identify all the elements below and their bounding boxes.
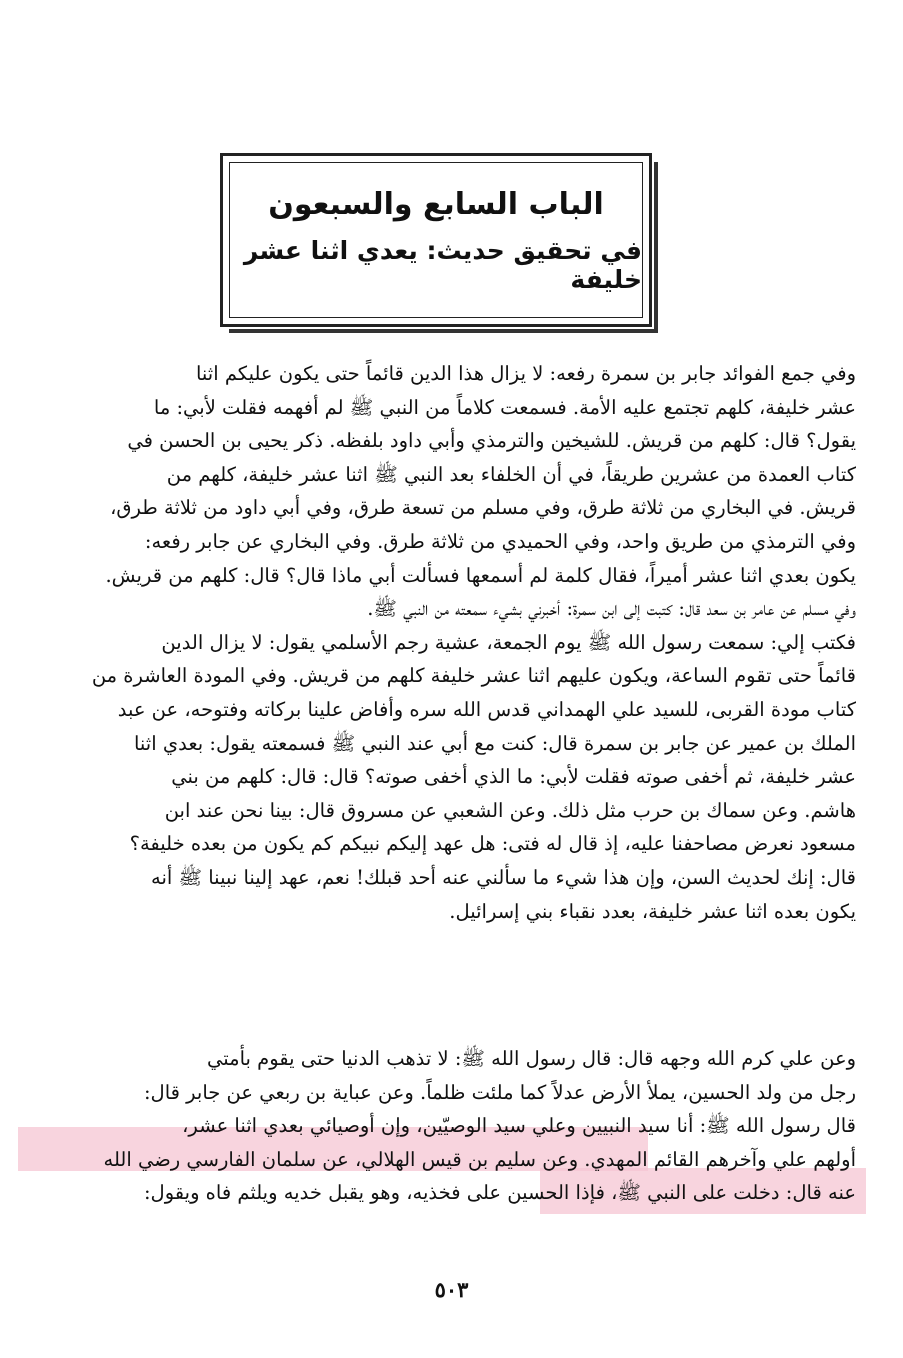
text-line: يكون بعده اثنا عشر خليفة، بعدد نقباء بني إسرائيل. [449, 899, 856, 923]
text-line: وفي مسلم عن عامر بن سعد قال: كتبت إلى ابن سمرة: أخبرني بشيء سمعته من النبي ﷺ. [367, 597, 856, 621]
text-line: عشر خليفة، ثم أخفى صوته فقلت لأبي: ما الذي أخفى صوته؟ قال: قال: كلهم من بني [171, 765, 856, 789]
text-line: كتاب مودة القربى، للسيد علي الهمداني قدس الله سره وأفاض علينا بركاته وفتوحه، عن عبد [117, 697, 856, 721]
chapter-subtitle: في تحقيق حديث: يعدي اثنا عشر خليفة [243, 235, 642, 294]
text-line: قائماً حتى تقوم الساعة، ويكون عليهم اثنا عشر خليفة كلهم من قريش. وفي المودة العاشرة من [91, 664, 856, 688]
chapter-title: الباب السابع والسبعون [268, 186, 604, 222]
text-line: وفي الترمذي من طريق واحد، وفي الحميدي من ثلاثة طرق. وفي البخاري عن جابر رفعه: [144, 529, 856, 553]
text-line: يكون بعدي اثنا عشر أميراً، فقال كلمة لم أسمعها فسألت أبي ماذا قال؟ قال: كلهم من قريش. [105, 563, 856, 587]
text-line: وعن علي كرم الله وجهه قال: قال رسول الله ﷺ: لا تذهب الدنيا حتى يقوم بأمتي [207, 1047, 856, 1070]
text-line: قال: إنك لحديث السن، وإن هذا شيء ما سألني عنه أحد قبلك! نعم، عهد إلينا نبينا ﷺ أنه [150, 865, 856, 889]
chapter-title-frame [229, 162, 643, 318]
text-line: الملك بن عمير عن جابر بن سمرة قال: كنت مع أبي عند النبي ﷺ فسمعته يقول: بعدي اثنا [133, 731, 856, 755]
text-line: عشر خليفة، كلهم تجتمع عليه الأمة. فسمعت كلاماً من النبي ﷺ لم أفهمه فقلت لأبي: ما [153, 395, 856, 419]
text-line: هاشم. وعن سماك بن حرب مثل ذلك. وعن الشعبي عن مسروق قال: بينا نحن عند ابن [164, 798, 856, 822]
text-line: يقول؟ قال: كلهم من قريش. للشيخين والترمذي وأبي داود بلفظه. ذكر يحيى بن الحسن في [127, 429, 856, 453]
paragraph-2 [18, 1042, 856, 1210]
text-line: مسعود نعرض مصاحفنا عليه، إذ قال له فتى: هل عهد إليكم نبيكم كم يكون من بعده خليفة؟ [129, 832, 856, 856]
text-line: عنه قال: دخلت على النبي ﷺ، فإذا الحسين على فخذيه، وهو يقبل خديه ويلثم فاه ويقول: [143, 1181, 856, 1205]
highlighted-text-line: أولهم علي وآخرهم القائم المهدي. وعن سليم بن قيس الهلالي، عن سلمان الفارسي رضي الله [103, 1147, 856, 1171]
text-line: كتاب العمدة من عشرين طريقاً، في أن الخلفاء بعد النبي ﷺ اثنا عشر خليفة، كلهم من [166, 462, 856, 486]
text-line: وفي جمع الفوائد جابر بن سمرة رفعه: لا يزال هذا الدين قائماً حتى يكون عليكم اثنا [195, 362, 856, 385]
paragraph-1 [18, 357, 856, 928]
text-line: رجل من ولد الحسين، يملأ الأرض عدلاً كما ملئت ظلماً. وعن عباية بن ربعي عن جابر قال: [143, 1080, 856, 1104]
page-number: ٥٠٣ [434, 1277, 469, 1302]
text-line: فكتب إلي: سمعت رسول الله ﷺ يوم الجمعة، عشية رجم الأسلمي يقول: لا يزال الدين [161, 630, 856, 654]
text-line: قريش. في البخاري من ثلاثة طرق، وفي مسلم من تسعة طرق، وفي أبي داود من ثلاثة طرق، [110, 496, 856, 520]
highlighted-text-line: قال رسول الله ﷺ: أنا سيد النبيين وعلي سيد الوصيّين، وإن أوصيائي بعدي اثنا عشر، [182, 1114, 856, 1138]
chapter-title-box [220, 153, 652, 327]
